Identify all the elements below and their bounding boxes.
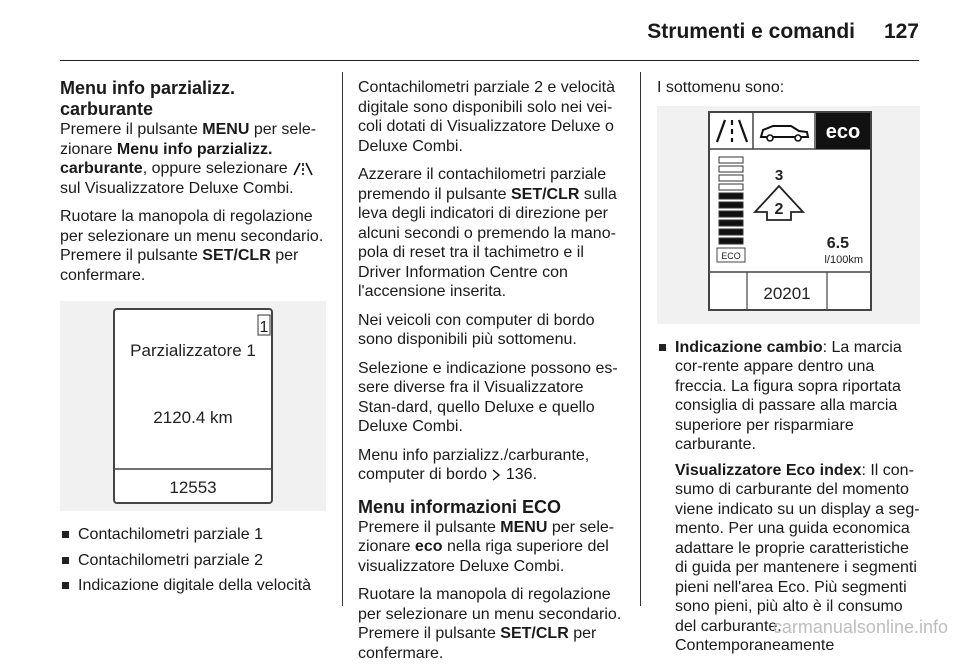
eco-segment-filled (719, 202, 743, 208)
list-item-continuation: Visualizzatore Eco index: Il con-sumo di carburante del momento viene indicato su un display a seg-mento. Per una guida economica adattare le proprie caratteristiche di guida per mantenere i segmenti pieni nell'area Eco. Più segmenti sono pieni, più alto è il consumo del carburante. Contemporaneamente (675, 461, 920, 654)
watermark: carmanualsonline.info (772, 617, 948, 637)
eco-segment-filled (719, 211, 743, 217)
column-divider (342, 72, 343, 606)
list-item: Contachilometri parziale 1 (60, 525, 326, 545)
section-heading: Menu info parzializz. carburante (60, 78, 236, 119)
paragraph: Selezione e indicazione possono es-sere diverse fra il Visualizzatore Stan-dard, quello Deluxe e quello Deluxe Combi. (358, 359, 618, 435)
display-title: Parzializzatore 1 (130, 341, 256, 360)
eco-segment-empty (719, 175, 743, 181)
trip-computer-icon (292, 162, 314, 176)
eco-segment-empty (719, 166, 743, 172)
list-item: Indicazione digitale della velocità (60, 576, 326, 596)
eco-display-figure (657, 106, 920, 324)
trip-odometer-display-figure (60, 301, 326, 511)
eco-segment-filled (719, 220, 743, 226)
odometer-value: 20201 (763, 283, 811, 303)
consumption-value: 6.5 (826, 234, 849, 252)
eco-segment-filled (719, 229, 743, 235)
column-2 (358, 78, 624, 672)
paragraph: Contachilometri parziale 2 e velocità digitale sono disponibili solo nei vei-coli dotati di Visualizzatore Deluxe o Deluxe Combi. (358, 79, 616, 155)
paragraph: Nei veicoli con computer di bordo sono disponibili più sottomenu. (358, 311, 595, 348)
eco-segment-empty (719, 157, 743, 163)
column-3 (657, 78, 920, 664)
trip-distance-value: 2120.4 km (153, 408, 233, 427)
column-divider (640, 72, 641, 606)
list-item: Contachilometri parziale 2 (60, 551, 326, 571)
odometer-value: 12553 (169, 478, 217, 497)
eco-label: eco (414, 538, 443, 555)
eco-area-label: ECO (721, 250, 741, 261)
eco-segment-filled (719, 193, 743, 199)
current-gear: 2 (774, 200, 784, 218)
chapter-title: Strumenti e comandi (647, 20, 855, 43)
display-corner-number: 1 (259, 319, 269, 336)
paragraph: Ruotare la manopola di regolazione per selezionare un menu secondario. Premere il pulsante SET/CLR per confermare. (60, 208, 324, 284)
page-reference: 136 (505, 466, 533, 483)
column-1 (60, 78, 326, 602)
paragraph: I sottomenu sono: (657, 79, 785, 96)
section-heading: Menu informazioni ECO (358, 496, 562, 517)
eco-segment-empty (719, 184, 743, 190)
page-number: 127 (883, 20, 919, 43)
paragraph: Menu info parzializz./carburante, computer di bordo 136. (358, 446, 590, 483)
consumption-unit: l/100km (824, 253, 863, 266)
eco-tab-label: eco (825, 120, 861, 143)
paragraph: Premere il pulsante MENU per sele-zionare Menu info parzializz. carburante, oppure selezionare sul Visualizzatore Deluxe Combi. (60, 121, 317, 197)
paragraph: Azzerare il contachilometri parziale premendo il pulsante SET/CLR sulla leva degli indicatori di direzione per alcuni secondi o premendo la mano-pola di reset tra il tachimetro e il Driver Information Centre con l'accensione inserita. (358, 166, 617, 300)
page-header (60, 14, 919, 61)
recommended-gear: 3 (774, 166, 784, 184)
list-item: Indicazione cambio: La marcia cor-rente appare dentro una freccia. La figura sopra riportata consiglia di passare alla marcia superiore per risparmiare carburante. (657, 338, 920, 455)
paragraph: Ruotare la manopola di regolazione per selezionare un menu secondario. Premere il pulsante SET/CLR per confermare. (358, 586, 622, 662)
eco-segment-filled (719, 238, 743, 244)
page-reference-icon (491, 469, 501, 481)
paragraph: Premere il pulsante MENU per sele-zionare eco nella riga superiore del visualizzatore Deluxe Combi. (358, 518, 615, 575)
